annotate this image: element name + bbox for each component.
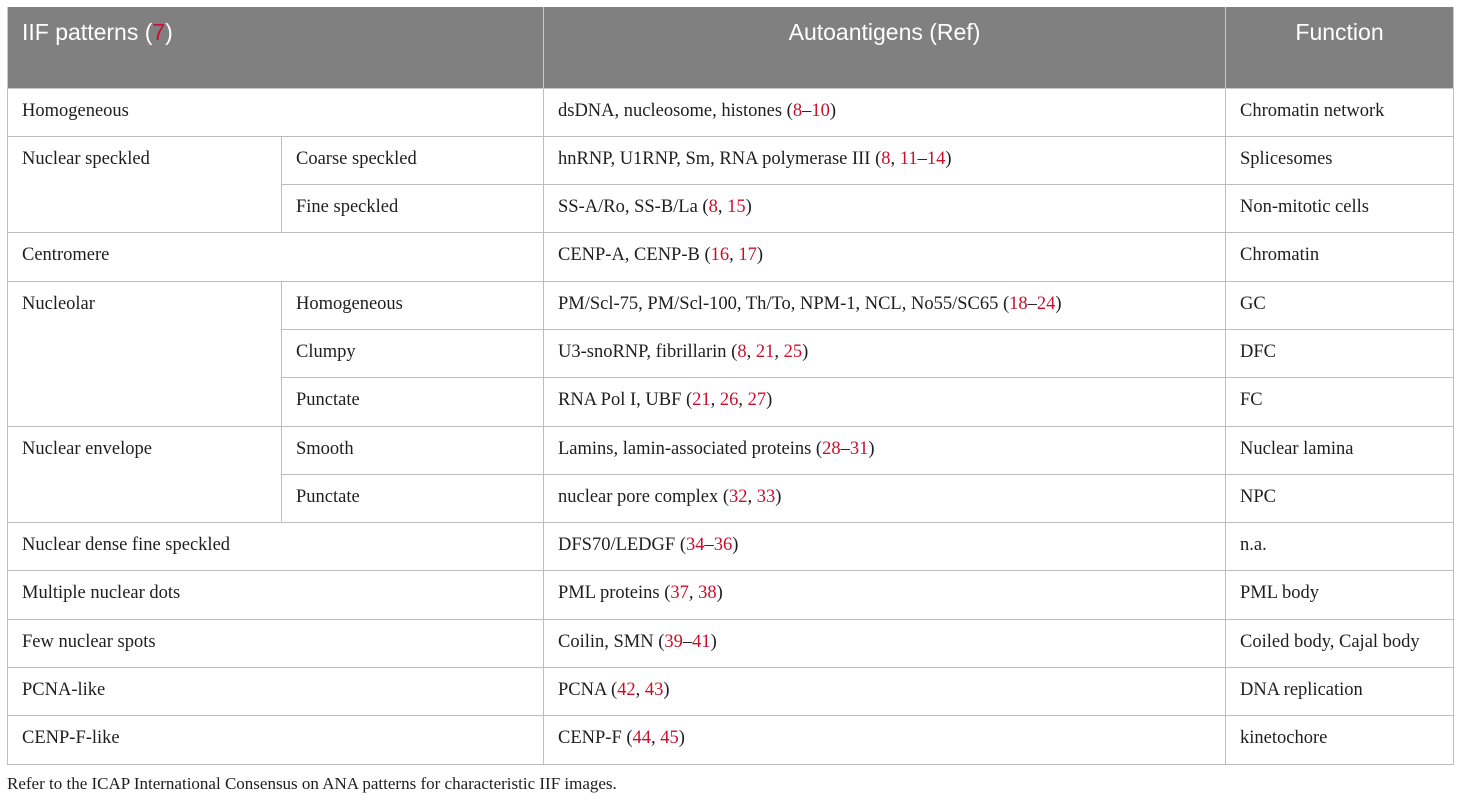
function-cell: Splicesomes bbox=[1226, 136, 1454, 184]
subpattern-cell: Fine speckled bbox=[282, 185, 544, 233]
reference-link[interactable]: 44 bbox=[632, 728, 652, 749]
autoantigens-cell bbox=[544, 619, 1226, 667]
function-cell: GC bbox=[1226, 281, 1454, 329]
table-body bbox=[8, 88, 1454, 764]
iif-patterns-table bbox=[7, 7, 1454, 765]
subpattern-cell: Homogeneous bbox=[282, 281, 544, 329]
antigen-text: PM/Scl-75, PM/Scl-100, Th/To, NPM-1, NCL, No55/SC65 ( bbox=[558, 293, 1010, 314]
antigen-text: ) bbox=[829, 100, 836, 121]
pattern-cell: Nucleolar bbox=[8, 281, 282, 426]
header-function: Function bbox=[1226, 7, 1454, 88]
antigen-text: ) bbox=[766, 390, 773, 411]
antigen-text: Coilin, SMN ( bbox=[558, 631, 665, 652]
subpattern-cell: Punctate bbox=[282, 474, 544, 522]
antigen-text: , bbox=[651, 728, 661, 749]
antigen-text: – bbox=[682, 631, 693, 652]
reference-link[interactable]: 37 bbox=[670, 583, 689, 604]
reference-link[interactable]: 10 bbox=[811, 100, 830, 121]
autoantigens-cell bbox=[544, 329, 1226, 377]
antigen-text: ) bbox=[732, 535, 739, 556]
reference-link[interactable]: 41 bbox=[692, 631, 711, 652]
reference-link[interactable]: 8 bbox=[881, 148, 891, 169]
header-row bbox=[8, 7, 1454, 88]
antigen-text: RNA Pol I, UBF ( bbox=[558, 390, 693, 411]
antigen-text: Lamins, lamin-associated proteins ( bbox=[558, 438, 823, 459]
reference-link[interactable]: 14 bbox=[926, 148, 946, 169]
reference-link[interactable]: 45 bbox=[660, 728, 679, 749]
header-iif-prefix: IIF patterns ( bbox=[22, 19, 153, 45]
antigen-text: ) bbox=[945, 148, 952, 169]
antigen-text: ) bbox=[1055, 293, 1062, 314]
function-cell: DNA replication bbox=[1226, 668, 1454, 716]
reference-link[interactable]: 43 bbox=[644, 680, 664, 701]
antigen-text: ) bbox=[716, 583, 723, 604]
subpattern-cell: Coarse speckled bbox=[282, 136, 544, 184]
table-header bbox=[8, 7, 1454, 88]
autoantigens-cell bbox=[544, 716, 1226, 764]
patterns-table-container bbox=[7, 7, 1453, 765]
reference-link[interactable]: 26 bbox=[719, 390, 739, 411]
reference-link[interactable]: 33 bbox=[756, 486, 776, 507]
antigen-text: – bbox=[802, 100, 812, 121]
function-cell: kinetochore bbox=[1226, 716, 1454, 764]
antigen-text: nuclear pore complex ( bbox=[558, 486, 730, 507]
antigen-text: PCNA ( bbox=[558, 680, 618, 701]
pattern-cell: Multiple nuclear dots bbox=[8, 571, 544, 619]
antigen-text: ) bbox=[745, 197, 752, 218]
function-cell: Nuclear lamina bbox=[1226, 426, 1454, 474]
antigen-text: – bbox=[704, 535, 714, 556]
antigen-text: ) bbox=[663, 680, 670, 701]
table-row bbox=[8, 716, 1454, 764]
table-row bbox=[8, 668, 1454, 716]
reference-link[interactable]: 32 bbox=[729, 486, 748, 507]
reference-link[interactable]: 39 bbox=[664, 631, 683, 652]
pattern-cell: Nuclear speckled bbox=[8, 136, 282, 233]
reference-link[interactable]: 18 bbox=[1009, 293, 1028, 314]
reference-link[interactable]: 16 bbox=[710, 245, 730, 266]
antigen-text: hnRNP, U1RNP, Sm, RNA polymerase III ( bbox=[558, 148, 882, 169]
reference-link[interactable]: 25 bbox=[783, 341, 803, 362]
table-row bbox=[8, 523, 1454, 571]
table-footnote: Refer to the ICAP International Consensus on ANA patterns for characteristic IIF images. bbox=[7, 774, 617, 793]
function-cell: Non-mitotic cells bbox=[1226, 185, 1454, 233]
antigen-text: U3-snoRNP, fibrillarin ( bbox=[558, 341, 738, 362]
pattern-cell: CENP-F-like bbox=[8, 716, 544, 764]
reference-link[interactable]: 8 bbox=[737, 341, 747, 362]
autoantigens-cell bbox=[544, 185, 1226, 233]
antigen-text: , bbox=[688, 583, 699, 604]
antigen-text: , bbox=[890, 148, 900, 169]
antigen-text: , bbox=[774, 341, 784, 362]
antigen-text: PML proteins ( bbox=[558, 583, 671, 604]
antigen-text: , bbox=[738, 390, 748, 411]
function-cell: FC bbox=[1226, 378, 1454, 426]
reference-link[interactable]: 34 bbox=[685, 535, 705, 556]
function-cell: n.a. bbox=[1226, 523, 1454, 571]
pattern-cell: Centromere bbox=[8, 233, 544, 281]
header-autoantigens: Autoantigens (Ref) bbox=[544, 7, 1226, 88]
reference-link[interactable]: 11 bbox=[899, 148, 918, 169]
function-cell: PML body bbox=[1226, 571, 1454, 619]
antigen-text: , bbox=[717, 197, 728, 218]
autoantigens-cell bbox=[544, 668, 1226, 716]
autoantigens-cell bbox=[544, 571, 1226, 619]
autoantigens-cell bbox=[544, 474, 1226, 522]
antigen-text: , bbox=[746, 341, 756, 362]
header-ref-link[interactable]: 7 bbox=[152, 19, 166, 45]
antigen-text: DFS70/LEDGF ( bbox=[558, 535, 686, 556]
antigen-text: – bbox=[840, 438, 850, 459]
autoantigens-cell bbox=[544, 88, 1226, 136]
reference-link[interactable]: 38 bbox=[698, 583, 717, 604]
autoantigens-cell bbox=[544, 523, 1226, 571]
subpattern-cell: Smooth bbox=[282, 426, 544, 474]
antigen-text: , bbox=[729, 245, 739, 266]
autoantigens-cell bbox=[544, 136, 1226, 184]
reference-link[interactable]: 8 bbox=[792, 100, 803, 121]
autoantigens-cell bbox=[544, 233, 1226, 281]
header-iif-suffix: ) bbox=[165, 19, 173, 45]
antigen-text: ) bbox=[756, 245, 764, 266]
antigen-text: ) bbox=[710, 631, 717, 652]
reference-link[interactable]: 8 bbox=[708, 197, 718, 218]
table-row bbox=[8, 136, 1454, 184]
reference-link[interactable]: 27 bbox=[747, 390, 767, 411]
reference-link[interactable]: 15 bbox=[727, 197, 746, 218]
table-row bbox=[8, 619, 1454, 667]
function-cell: Chromatin bbox=[1226, 233, 1454, 281]
antigen-text: , bbox=[635, 680, 645, 701]
antigen-text: , bbox=[747, 486, 757, 507]
antigen-text: ) bbox=[775, 486, 782, 507]
subpattern-cell: Clumpy bbox=[282, 329, 544, 377]
autoantigens-cell bbox=[544, 281, 1226, 329]
antigen-text: CENP-A, CENP-B ( bbox=[558, 245, 711, 266]
header-iif-patterns bbox=[8, 7, 544, 88]
reference-link[interactable]: 21 bbox=[755, 341, 775, 362]
antigen-text: dsDNA, nucleosome, histones ( bbox=[558, 100, 793, 121]
pattern-cell: Few nuclear spots bbox=[8, 619, 544, 667]
function-cell: Coiled body, Cajal body bbox=[1226, 619, 1454, 667]
reference-link[interactable]: 31 bbox=[849, 438, 869, 459]
antigen-text: – bbox=[917, 148, 927, 169]
pattern-cell: PCNA-like bbox=[8, 668, 544, 716]
autoantigens-cell bbox=[544, 378, 1226, 426]
reference-link[interactable]: 24 bbox=[1036, 293, 1056, 314]
function-cell: NPC bbox=[1226, 474, 1454, 522]
function-cell: DFC bbox=[1226, 329, 1454, 377]
table-row bbox=[8, 571, 1454, 619]
pattern-cell: Nuclear envelope bbox=[8, 426, 282, 523]
table-row bbox=[8, 426, 1454, 474]
pattern-cell: Nuclear dense fine speckled bbox=[8, 523, 544, 571]
table-row bbox=[8, 281, 1454, 329]
table-row bbox=[8, 88, 1454, 136]
reference-link[interactable]: 28 bbox=[822, 438, 841, 459]
reference-link[interactable]: 36 bbox=[713, 535, 733, 556]
pattern-cell: Homogeneous bbox=[8, 88, 544, 136]
function-cell: Chromatin network bbox=[1226, 88, 1454, 136]
reference-link[interactable]: 42 bbox=[617, 680, 636, 701]
antigen-text: – bbox=[1027, 293, 1037, 314]
antigen-text: CENP-F ( bbox=[558, 728, 633, 749]
antigen-text: ) bbox=[868, 438, 875, 459]
reference-link[interactable]: 21 bbox=[692, 390, 711, 411]
table-row bbox=[8, 233, 1454, 281]
antigen-text: , bbox=[710, 390, 720, 411]
reference-link[interactable]: 17 bbox=[738, 245, 757, 266]
subpattern-cell: Punctate bbox=[282, 378, 544, 426]
antigen-text: ) bbox=[678, 728, 685, 749]
antigen-text: SS-A/Ro, SS-B/La ( bbox=[558, 197, 709, 218]
autoantigens-cell bbox=[544, 426, 1226, 474]
antigen-text: ) bbox=[802, 341, 809, 362]
